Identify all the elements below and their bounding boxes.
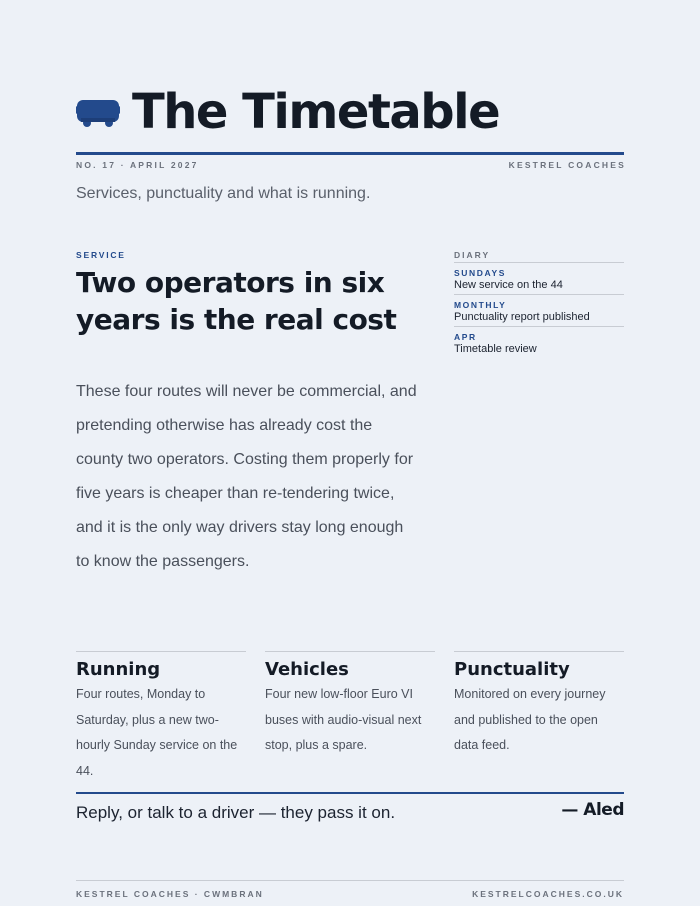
publisher-name: KESTREL COACHES (508, 160, 626, 170)
diary-item (454, 295, 624, 327)
footer-website: KESTRELCOACHES.CO.UK (472, 889, 624, 899)
column-text: Four new low-floor Euro VI buses with audio-visual next stop, plus a spare. (265, 687, 422, 753)
column-text: Four routes, Monday to Saturday, plus a new two-hourly Sunday service on the 44. (76, 687, 238, 779)
page-title: The Timetable (132, 84, 500, 140)
footer-address: KESTREL COACHES · CWMBRAN (76, 889, 264, 899)
diary-item-what: Timetable review (454, 343, 537, 355)
signoff: — Aled (561, 800, 624, 820)
issue-info: NO. 17 · APRIL 2027 (76, 160, 199, 170)
reply-rule (76, 792, 624, 794)
diary-item-when: MONTHLY (454, 300, 507, 310)
masthead (76, 84, 499, 140)
diary-item (454, 327, 624, 358)
diary-label: DIARY (454, 250, 624, 263)
footer-rule (76, 880, 624, 881)
masthead-rule (76, 152, 624, 155)
diary-item-what: New service on the 44 (454, 279, 563, 291)
column-running (76, 651, 246, 785)
column-vehicles (265, 651, 435, 785)
column-title: Punctuality (454, 659, 570, 680)
diary-item (454, 263, 624, 295)
diary-item-what: Punctuality report published (454, 311, 590, 323)
bus-icon (76, 98, 120, 128)
column-punctuality (454, 651, 624, 785)
info-columns (76, 651, 624, 785)
column-title: Vehicles (265, 659, 349, 680)
story-body: These four routes will never be commercial, and pretending otherwise has already cost the county two operators. Costing them properly for five years is cheaper than re-tendering twice, and it is the only way drivers stay long enough to know the passengers. (76, 383, 417, 570)
issue-meta (76, 160, 626, 170)
newsletter-page (76, 0, 624, 906)
tagline: Services, punctuality and what is running. (76, 185, 371, 202)
diary-sidebar (454, 250, 624, 358)
reply-text: Reply, or talk to a driver — they pass it on. (76, 803, 396, 822)
column-title: Running (76, 659, 161, 680)
story-headline: Two operators in six years is the real cost (76, 266, 397, 336)
story-kicker: SERVICE (76, 250, 126, 260)
footer (76, 889, 624, 899)
diary-item-when: APR (454, 332, 477, 342)
diary-item-when: SUNDAYS (454, 268, 506, 278)
column-text: Monitored on every journey and published to the open data feed. (454, 687, 606, 753)
